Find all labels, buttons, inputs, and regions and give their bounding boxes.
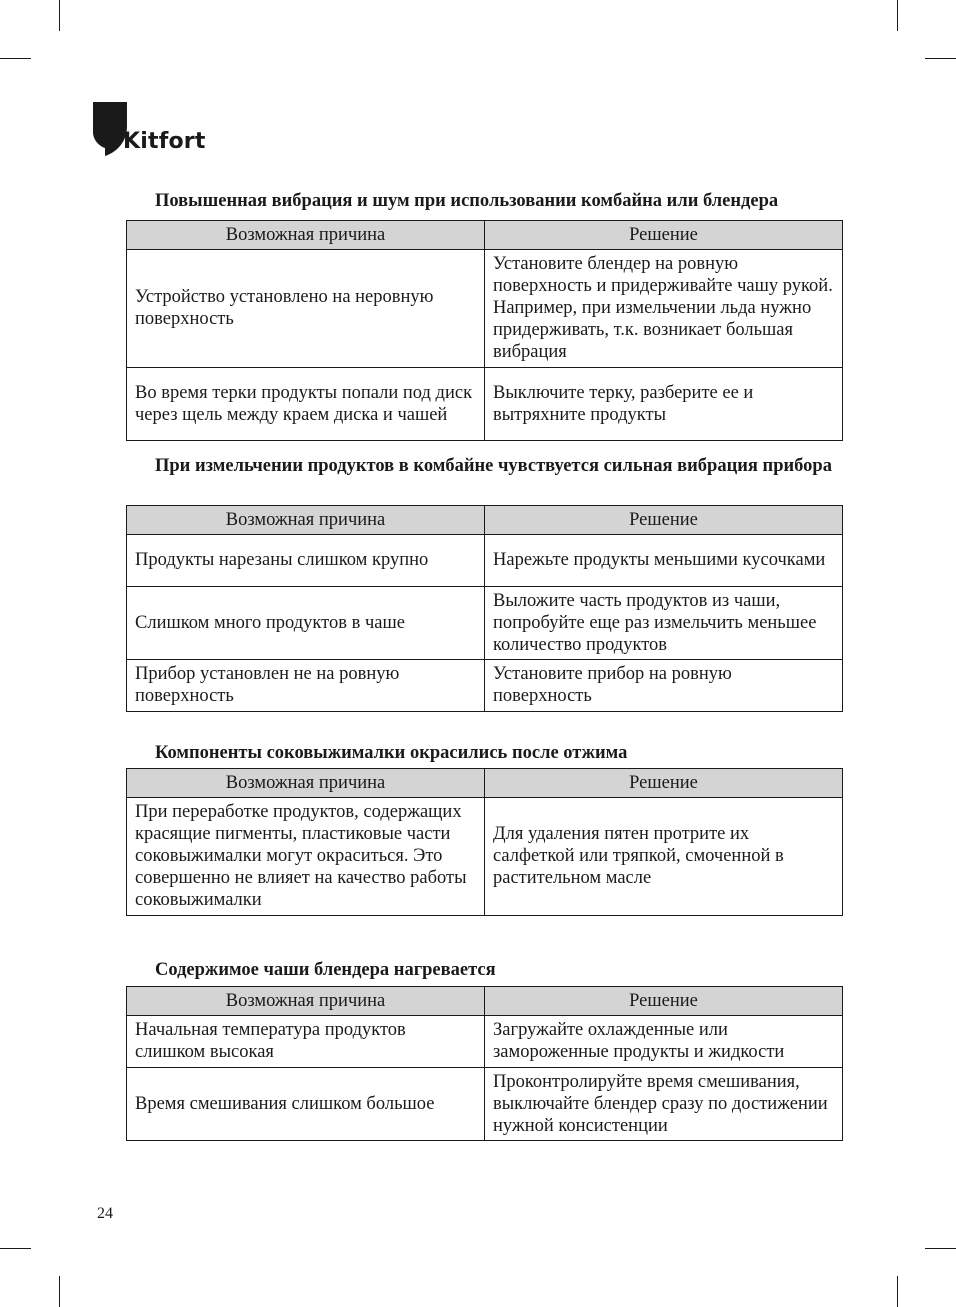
page-number: 24 xyxy=(97,1205,113,1222)
column-header-solution: Решение xyxy=(485,506,843,535)
column-header-solution: Решение xyxy=(485,769,843,798)
table-row xyxy=(127,535,843,587)
cause-cell: Слишком много продуктов в чаше xyxy=(127,587,485,660)
table-header-row xyxy=(127,769,843,798)
crop-mark xyxy=(897,1276,898,1307)
cause-cell: Продукты нарезаны слишком крупно xyxy=(127,535,485,587)
troubleshooting-table xyxy=(126,768,843,916)
solution-cell: Установите блендер на ровную поверхность и придерживайте чашу рукой. Например, при измельчении льда нужно придерживать, т.к. возникает большая вибрация xyxy=(485,250,843,368)
section-title: При измельчении продуктов в комбайне чувствуется сильная вибрация прибора xyxy=(155,456,832,476)
solution-cell: Загружайте охлажденные или замороженные продукты и жидкости xyxy=(485,1016,843,1068)
crop-mark xyxy=(59,0,60,31)
table-row xyxy=(127,250,843,368)
section-title: Компоненты соковыжималки окрасились после отжима xyxy=(155,743,628,763)
table-row xyxy=(127,1016,843,1068)
column-header-cause: Возможная причина xyxy=(127,221,485,250)
table-header-row xyxy=(127,506,843,535)
solution-cell: Выключите терку, разберите ее и вытряхните продукты xyxy=(485,368,843,441)
crop-mark xyxy=(0,1248,31,1249)
cause-cell: При переработке продуктов, содержащих красящие пигменты, пластиковые части соковыжималки могут окраситься. Это совершенно не влияет на качество работы соковыжималки xyxy=(127,798,485,916)
crop-mark xyxy=(897,0,898,31)
solution-cell: Нарежьте продукты меньшими кусочками xyxy=(485,535,843,587)
brand-name: Kitfort xyxy=(123,129,206,154)
column-header-cause: Возможная причина xyxy=(127,987,485,1016)
column-header-cause: Возможная причина xyxy=(127,506,485,535)
table-header-row xyxy=(127,221,843,250)
kitfort-logo-mark-icon xyxy=(93,102,127,156)
cause-cell: Прибор установлен не на ровную поверхность xyxy=(127,660,485,712)
table-header-row xyxy=(127,987,843,1016)
brand-logo xyxy=(93,102,213,158)
cause-cell: Во время терки продукты попали под диск через щель между краем диска и чашей xyxy=(127,368,485,441)
crop-mark xyxy=(925,58,956,59)
table-row xyxy=(127,368,843,441)
table-row xyxy=(127,587,843,660)
crop-mark xyxy=(59,1276,60,1307)
troubleshooting-table xyxy=(126,220,843,441)
solution-cell: Для удаления пятен протрите их салфеткой или тряпкой, смоченной в растительном масле xyxy=(485,798,843,916)
column-header-solution: Решение xyxy=(485,987,843,1016)
cause-cell: Начальная температура продуктов слишком высокая xyxy=(127,1016,485,1068)
crop-mark xyxy=(925,1248,956,1249)
troubleshooting-table xyxy=(126,505,843,712)
section-title: Содержимое чаши блендера нагревается xyxy=(155,960,496,980)
table-row xyxy=(127,1068,843,1141)
crop-mark xyxy=(0,58,31,59)
column-header-solution: Решение xyxy=(485,221,843,250)
cause-cell: Время смешивания слишком большое xyxy=(127,1068,485,1141)
troubleshooting-table xyxy=(126,986,843,1141)
table-row xyxy=(127,660,843,712)
cause-cell: Устройство установлено на неровную поверхность xyxy=(127,250,485,368)
column-header-cause: Возможная причина xyxy=(127,769,485,798)
solution-cell: Проконтролируйте время смешивания, выключайте блендер сразу по достижении нужной консистенции xyxy=(485,1068,843,1141)
solution-cell: Выложите часть продуктов из чаши, попробуйте еще раз измельчить меньшее количество продуктов xyxy=(485,587,843,660)
section-title: Повышенная вибрация и шум при использовании комбайна или блендера xyxy=(155,191,779,211)
solution-cell: Установите прибор на ровную поверхность xyxy=(485,660,843,712)
table-row xyxy=(127,798,843,916)
